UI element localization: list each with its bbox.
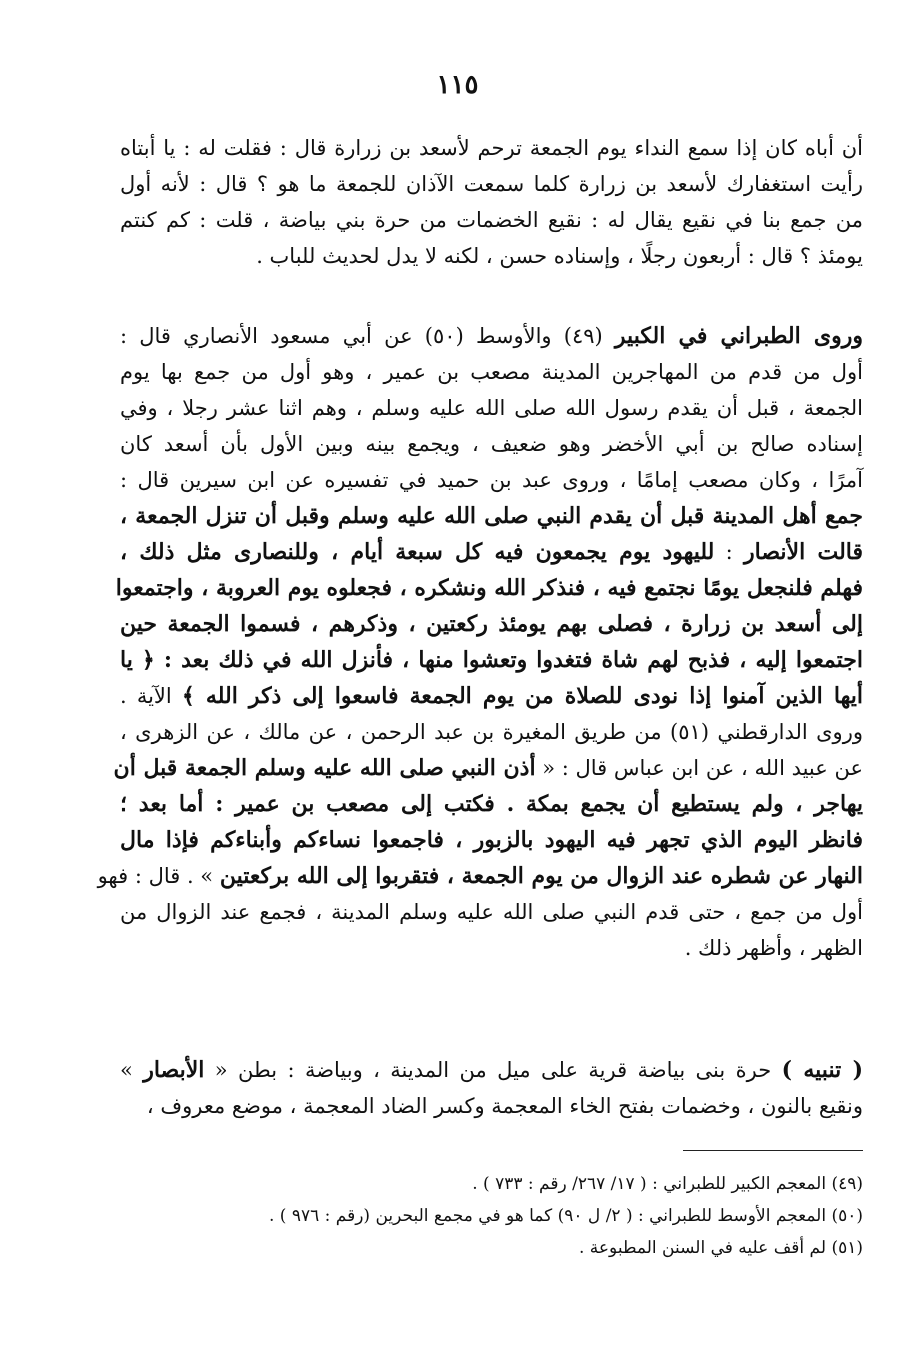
text-line xyxy=(120,166,863,202)
footnote-51: (٥١) لم أقف عليه في السنن المطبوعة . xyxy=(578,1238,863,1258)
text-segment: يومئذ ؟ قال : أربعون رجلًا ، وإسناده حسن ، لكنه لا يدل لحديث للباب . xyxy=(256,244,863,268)
bold-text-segment: فهلم فلنجعل يومًا نجتمع فيه ، فنذكر الله ونشكره ، فجعلوه يوم العروبة ، واجتمعوا xyxy=(115,575,863,601)
text-line xyxy=(120,606,863,642)
paragraph-3 xyxy=(120,1052,863,1124)
text-segment: وروى الدارقطني (٥١) من طريق المغيرة بن عبد الرحمن ، عن مالك ، عن الزهرى ، xyxy=(120,720,863,744)
bold-text-segment: أذن النبي صلى الله عليه وسلم الجمعة قبل أن xyxy=(113,755,536,781)
footnotes xyxy=(120,1168,863,1264)
text-line xyxy=(120,354,863,390)
text-line xyxy=(120,642,863,678)
text-segment: الظهر ، وأظهر ذلك . xyxy=(684,936,863,960)
bold-text-segment: فانظر اليوم الذي تجهر فيه اليهود بالزبور ، فاجمعوا نساءكم وأبناءكم فإذا مال xyxy=(120,827,863,853)
text-line xyxy=(120,786,863,822)
text-line xyxy=(115,570,863,606)
bold-text-segment: وروى الطبراني في الكبير xyxy=(614,323,863,349)
text-line xyxy=(120,318,863,354)
bold-text-segment: اجتمعوا إليه ، فذبح لهم شاة فتغدوا وتعشوا منها ، فأنزل الله في ذلك بعد : ﴿ يا xyxy=(120,647,863,673)
bold-text-segment: الأبصار xyxy=(143,1057,205,1083)
bold-text-segment: أيها الذين آمنوا إذا نودى للصلاة من يوم الجمعة فاسعوا إلى ذكر الله ﴾ xyxy=(181,683,863,709)
text-line xyxy=(120,498,863,534)
text-segment: » . قال : فهو xyxy=(97,864,220,888)
text-line xyxy=(120,1088,863,1124)
text-line xyxy=(120,714,863,750)
text-line xyxy=(120,390,863,426)
text-line xyxy=(113,750,863,786)
bold-text-segment: النهار عن شطره عند الزوال من يوم الجمعة ، فتقربوا إلى الله بركعتين xyxy=(219,863,863,889)
text-segment: » xyxy=(120,1058,144,1082)
text-segment: من جمع بنا في نقيع يقال له : نقيع الخضمات من حرة بني بياضة ، قلت : كم كنتم xyxy=(120,208,863,232)
footnote-divider xyxy=(683,1150,863,1151)
text-segment: عن عبيد الله ، عن ابن عباس قال : « xyxy=(535,756,863,780)
page-number: ١١٥ xyxy=(436,70,479,100)
text-segment: الآية . xyxy=(120,684,182,708)
text-segment: (٤٩) والأوسط (٥٠) عن أبي مسعود الأنصاري قال : xyxy=(120,324,615,348)
text-line xyxy=(120,426,863,462)
text-segment: أن أباه كان إذا سمع النداء يوم الجمعة ترحم لأسعد بن زرارة قال : فقلت له : يا أبتاه xyxy=(120,136,863,160)
text-line xyxy=(120,894,863,930)
bold-text-segment: ( تنبيه ) xyxy=(781,1057,863,1083)
text-segment: رأيت استغفارك لأسعد بن زرارة كلما سمعت الآذان للجمعة ما هو ؟ قال : لأنه أول xyxy=(120,172,863,196)
text-line xyxy=(120,534,863,570)
text-line xyxy=(120,130,863,166)
text-segment: إسناده صالح بن أبي الأخضر وهو ضعيف ، ويجمع بينه وبين الأول بأن أسعد كان xyxy=(120,432,863,456)
paragraph-1 xyxy=(120,130,863,274)
footnote-50: (٥٠) المعجم الأوسط للطبراني : ( ٢/ ل ٩٠) كما هو في مجمع البحرين (رقم : ٩٧٦ ) . xyxy=(268,1206,863,1226)
text-segment: حرة بنى بياضة قرية على ميل من المدينة ، وبياضة : بطن « xyxy=(204,1058,782,1082)
bold-text-segment: لليهود يوم يجمعون فيه كل سبعة أيام ، وللنصارى مثل ذلك ، xyxy=(120,539,715,565)
bold-text-segment: قالت الأنصار xyxy=(744,539,863,565)
text-segment: أول من قدم من المهاجرين المدينة مصعب بن عمير ، وهو أول من جمع بها يوم xyxy=(120,360,863,384)
bold-text-segment: يهاجر ، ولم يستطيع أن يجمع بمكة . فكتب إلى مصعب بن عمير : أما بعد ؛ xyxy=(120,791,863,817)
text-line xyxy=(120,238,863,274)
text-segment: أول من جمع ، حتى قدم النبي صلى الله عليه وسلم المدينة ، فجمع عند الزوال من xyxy=(120,900,863,924)
text-line xyxy=(120,678,863,714)
text-line xyxy=(120,1052,863,1088)
text-segment: : xyxy=(714,540,745,564)
text-segment: ونقيع بالنون ، وخضمات بفتح الخاء المعجمة وكسر الضاد المعجمة ، موضع معروف ، xyxy=(146,1094,863,1118)
paragraph-2 xyxy=(97,318,863,966)
text-line xyxy=(120,462,863,498)
bold-text-segment: إلى أسعد بن زرارة ، فصلى بهم يومئذ ركعتين ، وذكرهم ، فسموا الجمعة حين xyxy=(120,611,863,637)
footnote-49: (٤٩) المعجم الكبير للطبراني : ( ١٧/ ٢٦٧/ رقم : ٧٣٣ ) . xyxy=(472,1174,863,1194)
text-line xyxy=(120,930,863,966)
text-line xyxy=(97,858,863,894)
text-segment: آمرًا ، وكان مصعب إمامًا ، وروى عبد بن حميد في تفسيره عن ابن سيرين قال : xyxy=(120,468,863,492)
text-line xyxy=(120,822,863,858)
text-segment: الجمعة ، قبل أن يقدم رسول الله صلى الله عليه وسلم ، وهم اثنا عشر رجلا ، وفي xyxy=(120,396,863,420)
text-line xyxy=(120,202,863,238)
bold-text-segment: جمع أهل المدينة قبل أن يقدم النبي صلى الله عليه وسلم وقبل أن تنزل الجمعة ، xyxy=(120,503,863,529)
